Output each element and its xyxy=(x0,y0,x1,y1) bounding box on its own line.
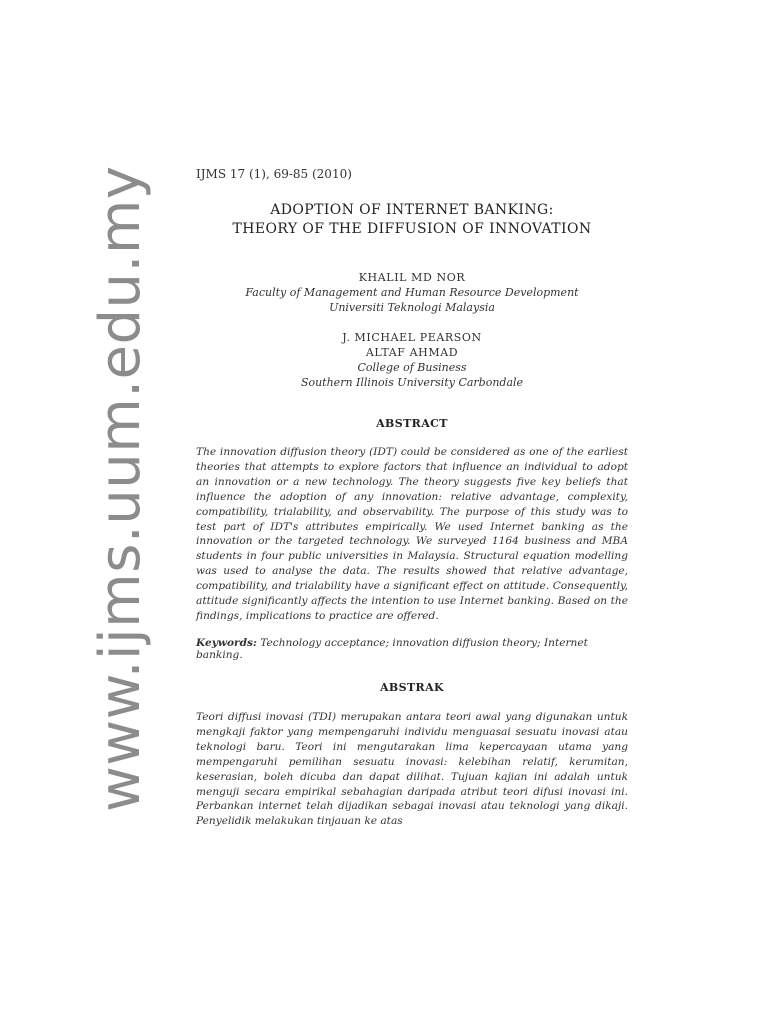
author-institution: Universiti Teknologi Malaysia xyxy=(329,301,495,314)
watermark-url: www.ijms.uum.edu.my xyxy=(88,165,153,812)
author-name: J. MICHAEL PEARSON xyxy=(342,331,482,344)
keywords xyxy=(196,637,628,661)
author-name: KHALIL MD NOR xyxy=(358,271,466,284)
author-name: ALTAF AHMAD xyxy=(365,346,459,359)
author-affiliation: College of Business xyxy=(357,361,467,374)
journal-citation: IJMS 17 (1), 69-85 (2010) xyxy=(196,167,352,181)
author-affiliation: Faculty of Management and Human Resource Development xyxy=(245,286,579,299)
title-line-1: ADOPTION OF INTERNET BANKING: xyxy=(270,202,554,218)
abstract-text: The innovation diffusion theory (IDT) could be considered as one of the earliest theories that attempts to explore factors that influence an individual to adopt an innovation or a new technology. The theory suggests five key beliefs that influence the adoption of any innovation: relative advantage, complexity, compatibility, trialability, and observability. The purpose of this study was to test part of IDT's attributes empirically. We used Internet banking as the innovation or the targeted technology. We surveyed 1164 business and MBA students in four public universities in Malaysia. Structural equation modelling was used to analyse the data. The results showed that relative advantage, compatibility, and trialability have a significant effect on attitude. Consequently, attitude significantly affects the intention to use Internet banking. Based on the findings, implications to practice are offered. xyxy=(196,446,628,622)
title-line-2: THEORY OF THE DIFFUSION OF INNOVATION xyxy=(232,221,592,237)
author-institution: Southern Illinois University Carbondale xyxy=(300,376,524,389)
abstrak-heading: ABSTRAK xyxy=(380,681,444,694)
paper-title xyxy=(196,201,628,239)
keywords-text: Technology acceptance; innovation diffusion theory; Internet banking. xyxy=(196,637,588,661)
abstrak-text: Teori diffusi inovasi (TDI) merupakan antara teori awal yang digunakan untuk mengkaji faktor yang mempengaruhi individu menguasai sesuatu inovasi atau teknologi baru. Teori ini mengutarakan lima kepercayaan utama yang mempengaruhi pemilihan sesuatu inovasi: kelebihan relatif, kerumitan, keserasian, boleh dicuba dan dapat dilihat. Tujuan kajian ini adalah untuk menguji secara empirikal sebahagian daripada atribut teori difusi inovasi ini. Perbankan internet telah dijadikan sebagai inovasi atau teknologi yang dikaji. Penyelidik melakukan tinjauan ke atas xyxy=(196,711,628,828)
author-block-1 xyxy=(196,270,628,315)
abstract-heading: ABSTRACT xyxy=(376,417,448,430)
author-block-2 xyxy=(196,330,628,390)
keywords-label: Keywords: xyxy=(196,637,257,649)
